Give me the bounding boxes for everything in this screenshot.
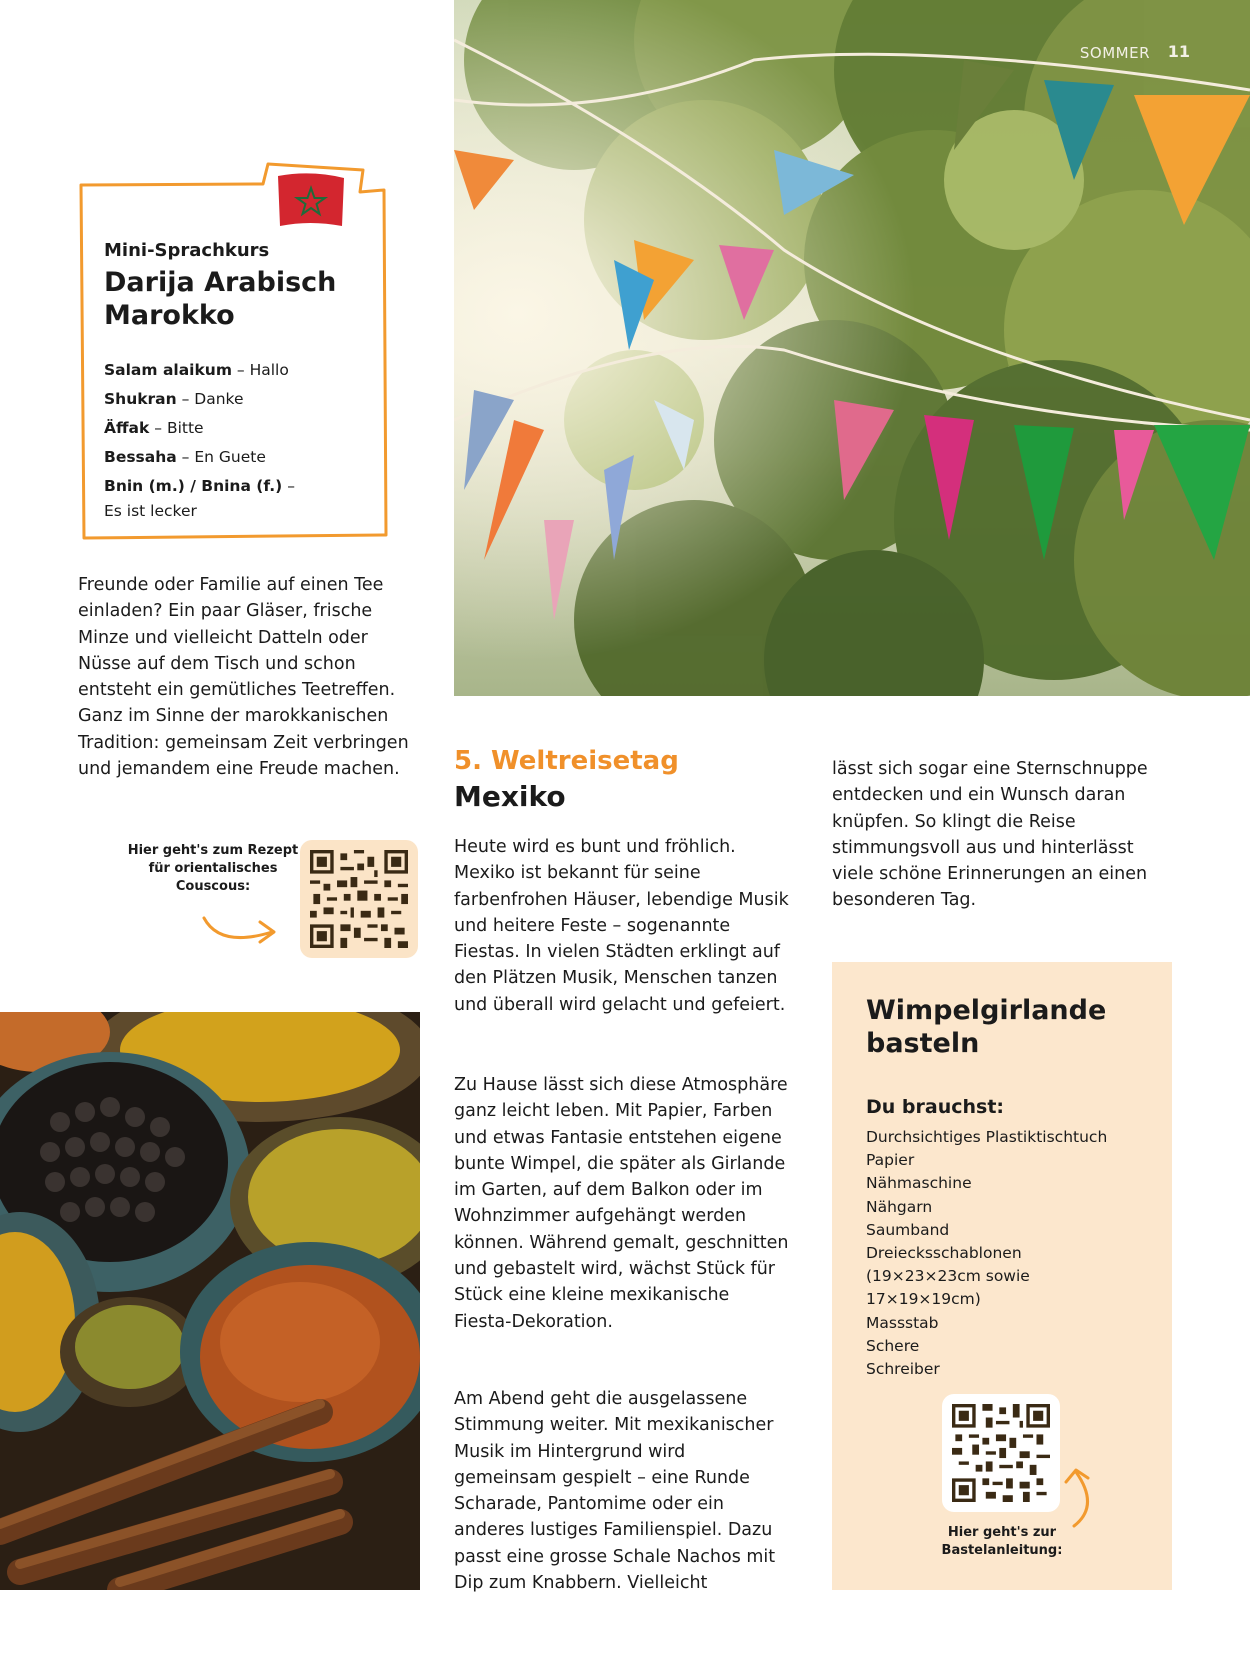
qr-craft-caption: Hier geht's zur Bastelanleitung: bbox=[941, 1525, 1063, 1558]
craft-title: Wimpelgirlande basteln bbox=[866, 995, 1107, 1059]
intro-paragraph: Freunde oder Familie auf einen Tee einladen? Ein paar Gläser, frische Minze und vielleicht Datteln oder Nüsse auf dem Tisch und schon entsteht ein gemütliches Teetreffen. Ganz im Sinne der marokkanischen Tradition: gemeinsam Zeit verbringen und jemandem eine Freude machen. bbox=[78, 575, 409, 780]
phrase-item: Äffak – Bitte bbox=[104, 419, 204, 437]
language-card-title: Darija Arabisch Marokko bbox=[104, 267, 337, 331]
list-item: Schreiber bbox=[866, 1360, 940, 1379]
list-item: Nähgarn bbox=[866, 1197, 933, 1216]
article-paragraph: Heute wird es bunt und fröhlich. Mexiko ist bekannt für seine farbenfrohen Häuser, lebendige Musik und heitere Feste – sogenannte Fiestas. In vielen Städten erklingt auf den Plätzen Musik, Menschen tanzen und überall wird gelacht und gefeiert. bbox=[454, 837, 789, 1015]
language-card-kicker: Mini-Sprachkurs bbox=[104, 240, 270, 261]
qr-code-icon bbox=[952, 1404, 1050, 1502]
arrow-up-icon bbox=[1062, 1466, 1102, 1530]
phrase-item: Bnin (m.) / Bnina (f.) – Es ist lecker bbox=[104, 477, 295, 520]
page-number: 11 bbox=[1167, 42, 1190, 61]
language-card bbox=[78, 160, 390, 540]
article-paragraph: lässt sich sogar eine Sternschnuppe entdecken und ein Wunsch daran knüpfen. So klingt die Reise stimmungsvoll aus und hinterlässt viele schöne Erinnerungen an einen besonderen Tag. bbox=[832, 759, 1148, 911]
article-kicker: 5. Weltreisetag bbox=[454, 746, 679, 776]
materials-label: Du brauchst: bbox=[866, 1096, 1005, 1118]
list-item: Massstab bbox=[866, 1313, 939, 1332]
list-item: 17×19×19cm) bbox=[866, 1290, 981, 1309]
qr-recipe-caption: Hier geht's zum Rezept für orientalisches Couscous: bbox=[127, 843, 299, 894]
arrow-right-icon bbox=[200, 910, 282, 950]
phrase-item: Shukran – Danke bbox=[104, 390, 244, 408]
morocco-flag-icon bbox=[276, 172, 346, 230]
article-paragraph: Zu Hause lässt sich diese Atmosphäre ganz leicht leben. Mit Papier, Farben und etwas Fantasie entstehen eigene bunte Wimpel, die später als Girlande im Garten, auf dem Balkon oder im Wohnzimmer aufgehängt werden können. Während gemalt, geschnitten und gebastelt wird, wächst Stück für Stück eine kleine mexikanische Fiesta-Dekoration. bbox=[454, 1075, 789, 1332]
qr-code-icon bbox=[310, 850, 408, 948]
materials-list bbox=[866, 1126, 1156, 1381]
list-item: Nähmaschine bbox=[866, 1174, 972, 1193]
qr-code-craft[interactable] bbox=[942, 1394, 1060, 1512]
phrase-list bbox=[104, 356, 374, 521]
qr-code-recipe[interactable] bbox=[300, 840, 418, 958]
list-item: (19×23×23cm sowie bbox=[866, 1267, 1030, 1286]
article-heading: Mexiko bbox=[454, 780, 566, 813]
article-paragraph: Am Abend geht die ausgelassene Stimmung weiter. Mit mexikanischer Musik im Hintergrund wird gemeinsam gespielt – eine Runde Scharade, Pantomime oder ein anderes lustiges Familienspiel. Dazu passt eine grosse Schale Nachos mit Dip zum Knabbern. Vielleicht bbox=[454, 1389, 776, 1594]
list-item: Dreiecksschablonen bbox=[866, 1244, 1022, 1263]
phrase-item: Salam alaikum – Hallo bbox=[104, 361, 289, 379]
list-item: Schere bbox=[866, 1336, 920, 1355]
list-item: Durchsichtiges Plastiktischtuch bbox=[866, 1128, 1108, 1146]
phrase-item: Bessaha – En Guete bbox=[104, 448, 266, 466]
list-item: Papier bbox=[866, 1151, 915, 1170]
section-label: SOMMER bbox=[1079, 44, 1150, 62]
list-item: Saumband bbox=[866, 1220, 950, 1239]
spices-photo bbox=[0, 1012, 420, 1590]
bunting-photo bbox=[454, 0, 1250, 696]
